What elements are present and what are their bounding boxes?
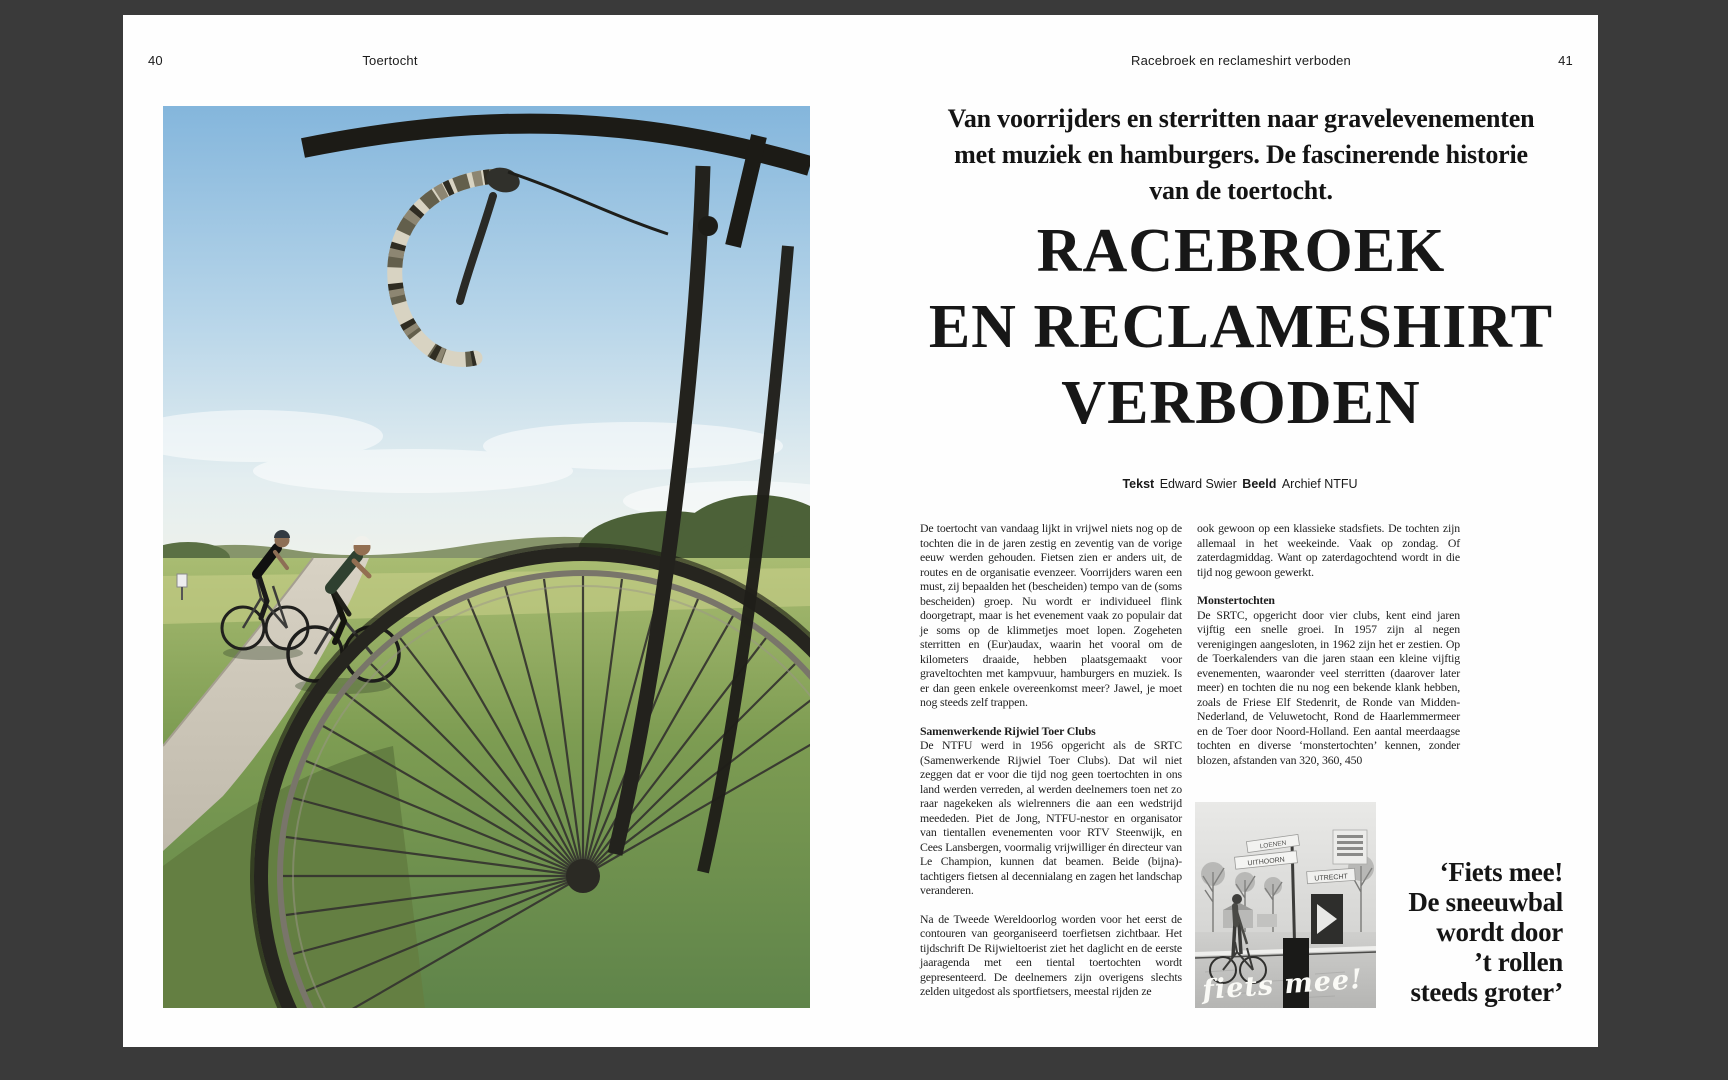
pull-quote-line: De sneeuwbal	[1408, 887, 1563, 917]
headline-line: EN RECLAMESHIRT	[928, 293, 1554, 361]
headline-line: VERBODEN	[1061, 369, 1421, 437]
headline-line: RACEBROEK	[1036, 217, 1446, 285]
section-subhead: Samenwerkende Rijwiel Toer Clubs	[920, 723, 1096, 738]
pull-quote-line: ’t rollen	[1473, 947, 1563, 977]
pull-quote-line: wordt door	[1436, 917, 1563, 947]
body-paragraph: ook gewoon op een klassieke stadsfiets. De tochten zijn allemaal in het weekeinde. Vaak op zondag. Of zaterdagmiddag. Want op zaterdagochtend wordt in die tijd nog gewoon gewerkt.	[1197, 521, 1460, 579]
body-column-2	[1197, 521, 1460, 781]
sign-label-middle: UITHOORN	[1247, 856, 1286, 868]
body-paragraph: De SRTC, opgericht door vier clubs, kent eind jaren vijftig een snelle groei. In 1957 zijn al negen verenigingen aangesloten, in 1962 zijn het er zestien. Op de Toerkalenders van die jaren staan een kleine vijftig evenementen, waaronder veel sterritten (daarover later meer) en tochten die nu nog een bekende klank hebben, zoals de Friese Elf Stedenrit, de Ronde van Midden-Nederland, de Veluwetocht, Rond de Haarlemmermeer en de Toer door Noord-Holland. Een aantal meerdaagse tochten en diverse ‘monstertochten’ kennen, zonder blozen, afstanden van 320, 360, 450	[1197, 607, 1460, 767]
article-standfirst	[913, 101, 1569, 209]
pull-quote-line: ‘Fiets mee!	[1439, 857, 1563, 887]
left-running-head: Toertocht	[362, 53, 418, 68]
byline-author: Edward Swier	[1159, 477, 1237, 491]
left-page-number: 40	[148, 53, 163, 68]
sign-label-top: LOENEN	[1259, 839, 1287, 851]
right-running-head: Racebroek en reclameshirt verboden	[1131, 53, 1351, 68]
article-headline	[913, 213, 1569, 441]
photo-script-caption: fiets mee!	[1201, 963, 1365, 1006]
magazine-spread	[123, 15, 1598, 1047]
standfirst-line: met muziek en hamburgers. De fascinerende historie	[954, 140, 1528, 169]
body-column-1	[920, 521, 1182, 1013]
pull-quote	[1303, 857, 1563, 1007]
body-paragraph: De NTFU werd in 1956 opgericht als de SRTC (Samenwerkende Rijwiel Toer Clubs). Dat wil niet zeggen dat er voor die tijd nog geen toertochten in ons land werden verreden, al werden deelnemers toen net zo raar nagekeken als wielrenners die aan een wedstrijd meededen. Piet de Jong, NTFU-nestor en organisator van tientallen evenementen voor RTV Steenwijk, en Cees Lansbergen, voormalig vrijwilliger én directeur van Le Champion, kunnen dat beamen. Beide (bijna)-tachtigers fietsen al decennialang en zagen het landschap veranderen.	[920, 738, 1182, 897]
sign-label-right: UTRECHT	[1314, 873, 1349, 883]
cyclists-road-photo-illustration	[163, 106, 810, 1008]
standfirst-line: Van voorrijders en sterritten naar gravelevenementen	[947, 104, 1535, 133]
byline-image-label: Beeld	[1242, 477, 1277, 491]
body-paragraph: Na de Tweede Wereldoorlog worden voor het eerst de contouren van georganiseerd toerfietsen zichtbaar. Het tijdschrift De Rijwieltoerist ziet het daglicht en de eerste jaaragenda met een tiental toertochten wordt gepresenteerd. De deelnemers zijn overigens slechts zelden uitgedost als sportfietsers, meestal rijden ze	[920, 911, 1182, 998]
pull-quote-line: steeds groter’	[1410, 977, 1563, 1007]
article-byline	[913, 477, 1569, 491]
body-paragraph: De toertocht van vandaag lijkt in vrijwel niets nog op de tochten die in de jaren zestig en zeventig van de vorige eeuw werden gehouden. Fietsen zien er anders uit, de routes en de organisatie evenzeer. Voorrijders waren een must, zij bepaalden het (bescheiden) tempo van de (soms bescheiden) groep. Nu wordt er individueel flink doorgetrapt, maar is het evenement vaak zo populair dat je soms op de klimmetjes moet lopen. Zogeheten sterritten en (Eur)audax, waarin het vooral om de kilometers draaide, hebben plaatsgemaakt voor graveltochten met kampvuur, hamburgers en muziek. Is er dan geen enkele overeenkomst meer? Jawel, je moet nog steeds zelf trappen.	[920, 521, 1182, 709]
section-subhead: Monstertochten	[1197, 593, 1275, 607]
byline-image-credit: Archief NTFU	[1281, 477, 1358, 491]
right-page-number: 41	[1558, 53, 1573, 68]
cyclists-road-photo	[163, 106, 810, 1008]
standfirst-line: van de toertocht.	[1149, 176, 1333, 205]
byline-text-label: Tekst	[1122, 477, 1155, 491]
